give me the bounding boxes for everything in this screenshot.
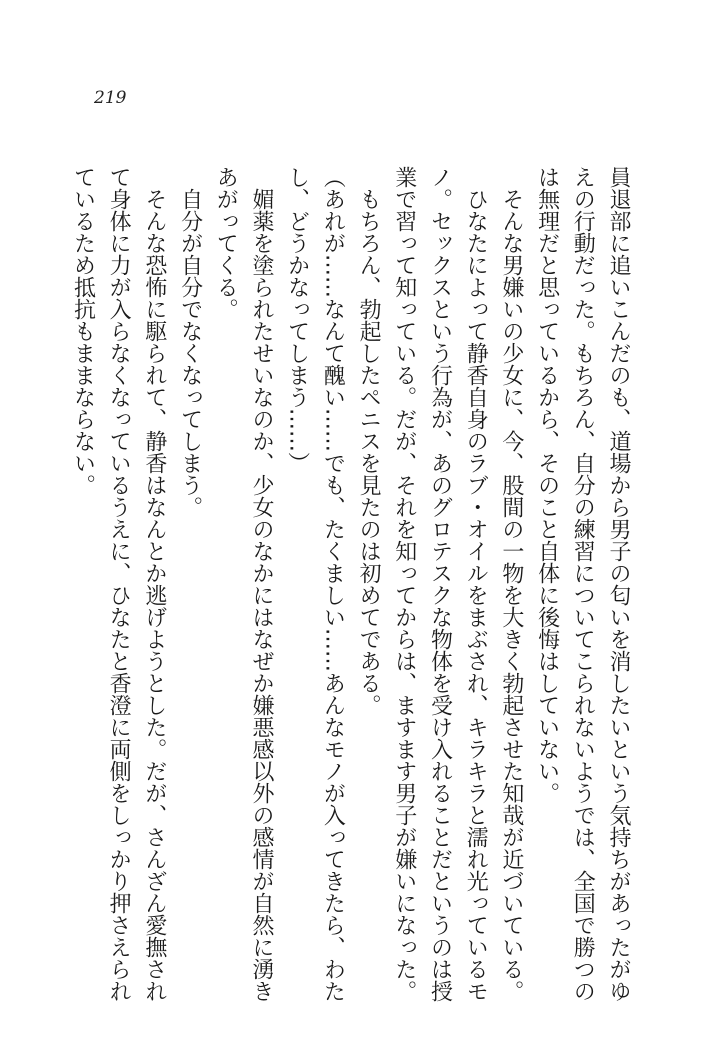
- text-line: し、どうかなってしまう……）: [284, 166, 310, 474]
- paragraph: [350, 166, 386, 1026]
- page-number: 219: [94, 88, 127, 108]
- text-line: て身体に力が入らなくなっているうえに、ひなたと香澄に両側をしっかり押さえられ: [106, 166, 132, 1002]
- text-line: ひなたによって静香自身のラブ・オイルをまぶされ、キラキラと濡れ光っているモ: [463, 188, 489, 1002]
- text-line: 員退部に追いこんだのも、道場から男子の匂いを消したいという気持ちがあったがゆ: [606, 166, 631, 1002]
- paragraph: [208, 166, 279, 1026]
- paragraph: [65, 166, 172, 1026]
- text-line: あがってくる。: [213, 166, 239, 320]
- paragraph: [279, 166, 350, 1026]
- text-line: 業で習って知っている。だが、それを知ってからは、ますます男子が嫌いになった。: [391, 166, 417, 1002]
- text-line: えの行動だった。もちろん、自分の練習についてこられないようでは、全国で勝つの: [570, 166, 596, 1002]
- text-line: （あれが……なんて醜い……でも、たくましい……あんなモノが入ってきたら、わた: [320, 166, 346, 1002]
- paragraph: [493, 166, 529, 1026]
- paragraph: [172, 166, 208, 1026]
- text-line: ているため抵抗もままならない。: [70, 166, 96, 496]
- text-line: もちろん、勃起したペニスを見たのは初めてである。: [356, 188, 382, 716]
- text-line: ノ。セックスという行為が、あのグロテスクな物体を受け入れることだというのは授: [427, 166, 453, 1002]
- text-line: そんな恐怖に駆られて、静香はなんとか逃げようとした。だが、さんざん愛撫され: [141, 188, 167, 1002]
- text-line: は無理だと思っているから、そのこと自体に後悔はしていない。: [534, 166, 560, 804]
- paragraph: [386, 166, 493, 1026]
- text-line: そんな男嫌いの少女に、今、股間の一物を大きく勃起させた知哉が近づいている。: [498, 188, 524, 1002]
- body-text: [64, 166, 636, 1026]
- text-line: 媚薬を塗られたせいなのか、少女のなかにはなぜか嫌悪感以外の感情が自然に湧き: [248, 188, 274, 1002]
- paragraph: [529, 166, 636, 1026]
- text-line: 自分が自分でなくなってしまう。: [177, 188, 203, 518]
